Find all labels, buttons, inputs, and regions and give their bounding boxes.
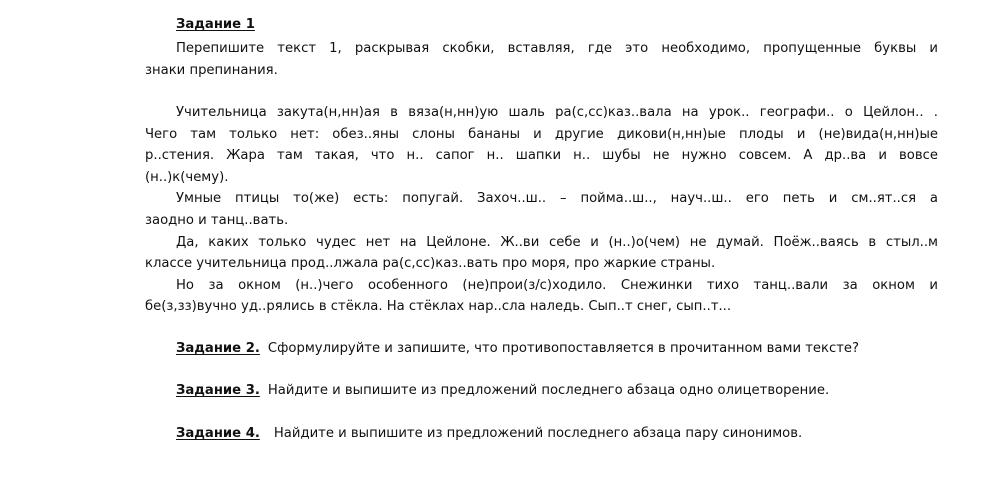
text-line: Но за окном (н..)чего особенного (не)прои(з/с)ходило. Снежинки тихо танц..вали за окном и	[176, 277, 938, 293]
instruction-line: Перепишите текст 1, раскрывая скобки, вставляя, где это необходимо, пропущенные буквы и	[176, 41, 938, 56]
text-line: р..стения. Жара там такая, что н.. сапог н.. шапки н.. шубы не нужно совсем. А др..ва и вовсе	[145, 148, 938, 164]
text-line: бе(з,зз)вучно уд..рялись в стёкла. На стёклах нар..сла наледь. Сып..т снег, сып..т...	[145, 299, 732, 315]
task4	[176, 423, 802, 445]
task2-title: Задание 2.	[176, 341, 260, 356]
task3-title: Задание 3.	[176, 383, 260, 398]
text-line: (н..)к(чему).	[145, 169, 229, 185]
task1-title: Задание 1	[176, 17, 255, 32]
paragraph-1	[145, 102, 938, 188]
task3-text: Найдите и выпишите из предложений последнего абзаца одно олицетворение.	[267, 383, 830, 398]
text-line: классе учительница прод..лжала ра(с,сс)каз..вать про моря, про жаркие страны.	[145, 256, 716, 272]
task3	[176, 380, 829, 402]
task4-title: Задание 4.	[176, 426, 260, 441]
paragraph-2	[145, 188, 938, 231]
task2-text: Сформулируйте и запишите, что противопоставляется в прочитанном вами тексте?	[267, 341, 860, 356]
task1-instruction	[145, 38, 938, 81]
text-line: заодно и танц..вать.	[145, 212, 289, 228]
text-line: Учительница закута(н,нн)ая в вяза(н,нн)ую шаль ра(с,сс)каз..вала на урок.. географи.. о Цейлон.. .	[176, 105, 938, 120]
paragraph-4	[145, 275, 938, 318]
text-line: Чего там только нет: обез..яны слоны бананы и другие дикови(н,нн)ые плоды и (не)вида(н,нн)ые	[145, 126, 938, 142]
text-line: Да, каких только чудес нет на Цейлоне. Ж..ви себе и (н..)о(чем) не думай. Поёж..ваясь в стыл..м	[176, 234, 938, 250]
paragraph-3	[145, 232, 938, 275]
text-line: Умные птицы то(же) есть: попугай. Захоч..ш.. – пойма..ш.., науч..ш.. его петь и см..ят..ся а	[176, 191, 938, 207]
instruction-line: знаки препинания.	[145, 62, 278, 78]
exercise-text	[145, 102, 938, 318]
task4-text: Найдите и выпишите из предложений последнего абзаца пару синонимов.	[273, 426, 803, 441]
task2	[176, 338, 859, 360]
